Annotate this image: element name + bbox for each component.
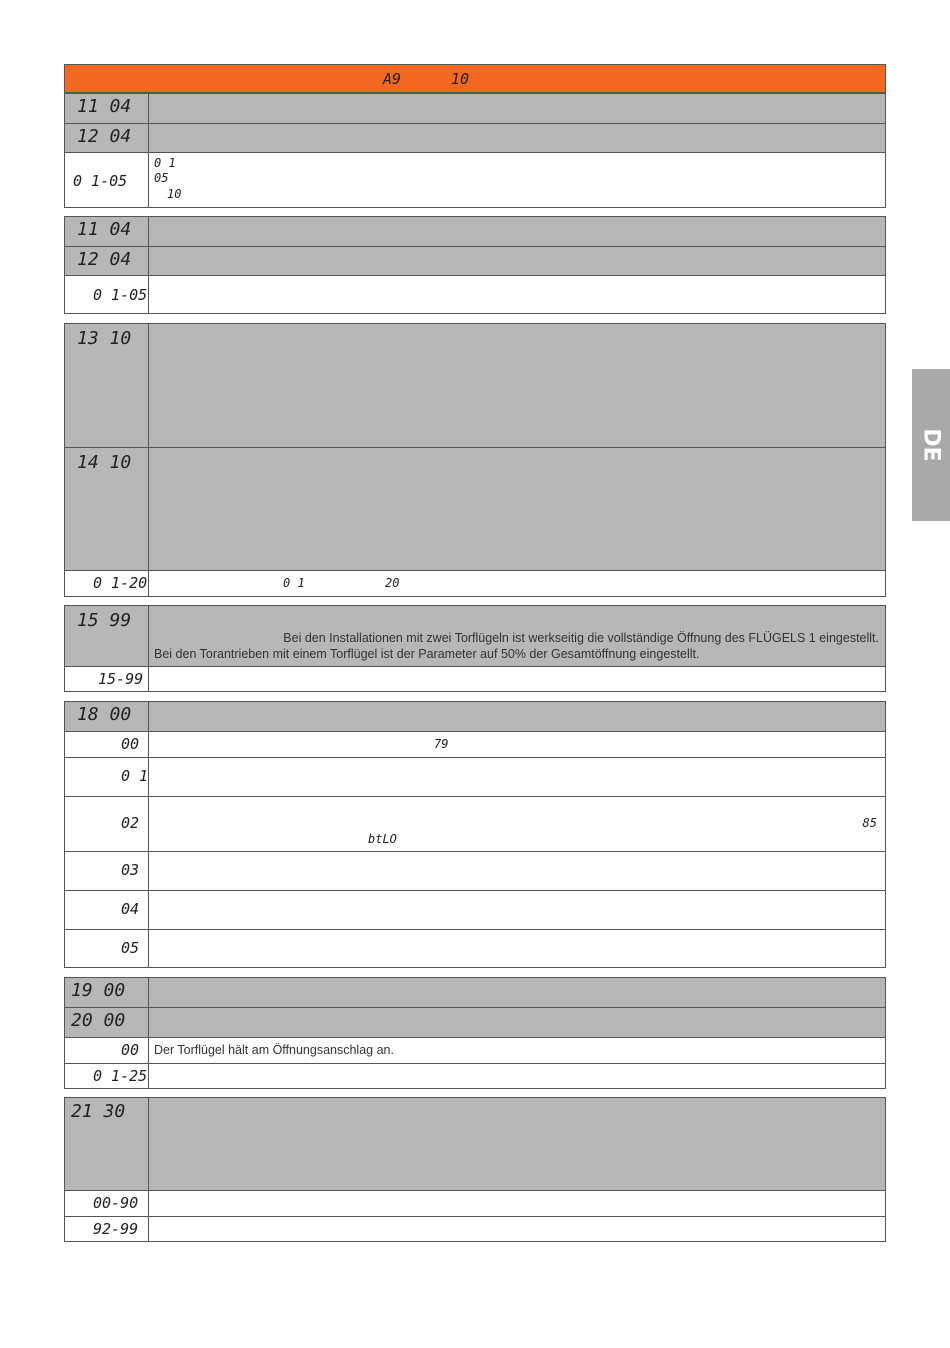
option-value: 04 xyxy=(121,900,140,918)
table-row xyxy=(65,606,885,666)
option-value: 05 xyxy=(154,171,169,185)
param-code: 12 04 xyxy=(77,126,132,147)
parameter-table-1 xyxy=(64,93,886,208)
param-range: 0 1-05 xyxy=(93,286,148,304)
param-range: 0 1-25 xyxy=(93,1067,148,1085)
parameter-table-5 xyxy=(64,701,886,968)
table-row xyxy=(65,447,885,570)
table-row xyxy=(65,796,885,851)
parameter-table-6 xyxy=(64,977,886,1089)
description-text: Der Torflügel hält am Öffnungsanschlag an. xyxy=(154,1043,394,1057)
option-value: 00 xyxy=(121,1041,140,1059)
option-value: 05 xyxy=(121,939,140,957)
table-row xyxy=(65,1190,885,1216)
param-range: 00-90 xyxy=(93,1194,139,1212)
table-row xyxy=(65,731,885,757)
reference-code: btLO xyxy=(368,832,397,846)
reference-code: 85 xyxy=(862,816,877,830)
table-row xyxy=(65,757,885,796)
parameter-table-2 xyxy=(64,216,886,314)
param-range: 0 1-05 xyxy=(73,172,128,190)
option-value: 0 1 xyxy=(121,767,149,785)
description-text: Bei den Installationen mit zwei Torflügeln ist werkseitig die vollständige Öffnung des FLÜGELS 1 eingestellt. xyxy=(283,631,879,645)
parameter-table-4 xyxy=(64,605,886,692)
option-value: 10 xyxy=(167,187,182,201)
param-code: 13 10 xyxy=(77,328,132,349)
param-code: 15 99 xyxy=(77,610,132,631)
section-header-bar xyxy=(64,64,886,93)
range-min: 0 1 xyxy=(283,576,305,590)
option-value: 02 xyxy=(121,814,140,832)
option-value: 00 xyxy=(121,735,140,753)
table-row xyxy=(65,246,885,275)
reference-code: 79 xyxy=(434,737,449,751)
table-row xyxy=(65,929,885,967)
table-row xyxy=(65,851,885,890)
param-range: 0 1-20 xyxy=(93,574,148,592)
table-row xyxy=(65,152,885,207)
param-code: 14 10 xyxy=(77,452,132,473)
param-range: 92-99 xyxy=(93,1220,139,1238)
header-code-right: 10 xyxy=(451,70,470,88)
table-row xyxy=(65,123,885,152)
table-row xyxy=(65,890,885,929)
range-max: 20 xyxy=(385,576,400,590)
header-code-left: A9 xyxy=(383,70,402,88)
table-row xyxy=(65,1063,885,1088)
language-tab-label: DE xyxy=(918,428,944,462)
param-code: 20 00 xyxy=(71,1010,126,1031)
table-row xyxy=(65,275,885,313)
table-row xyxy=(65,978,885,1007)
param-range: 15-99 xyxy=(98,670,144,688)
param-code: 11 04 xyxy=(77,96,132,117)
table-row xyxy=(65,94,885,123)
param-code: 11 04 xyxy=(77,219,132,240)
table-row xyxy=(65,217,885,246)
table-row xyxy=(65,324,885,447)
param-code: 19 00 xyxy=(71,980,126,1001)
table-row xyxy=(65,570,885,596)
table-row xyxy=(65,1216,885,1241)
param-code: 18 00 xyxy=(77,704,132,725)
option-value: 03 xyxy=(121,861,140,879)
table-row xyxy=(65,1037,885,1063)
language-tab xyxy=(912,369,950,521)
table-row xyxy=(65,1098,885,1190)
parameter-table-7 xyxy=(64,1097,886,1242)
parameter-table-3 xyxy=(64,323,886,597)
table-row xyxy=(65,666,885,691)
param-code: 12 04 xyxy=(77,249,132,270)
table-row xyxy=(65,702,885,731)
param-code: 21 30 xyxy=(71,1101,126,1122)
option-value: 0 1 xyxy=(154,156,176,170)
table-row xyxy=(65,1007,885,1037)
description-text: Bei den Torantrieben mit einem Torflügel ist der Parameter auf 50% der Gesamtöffnung eingestellt. xyxy=(154,647,700,661)
